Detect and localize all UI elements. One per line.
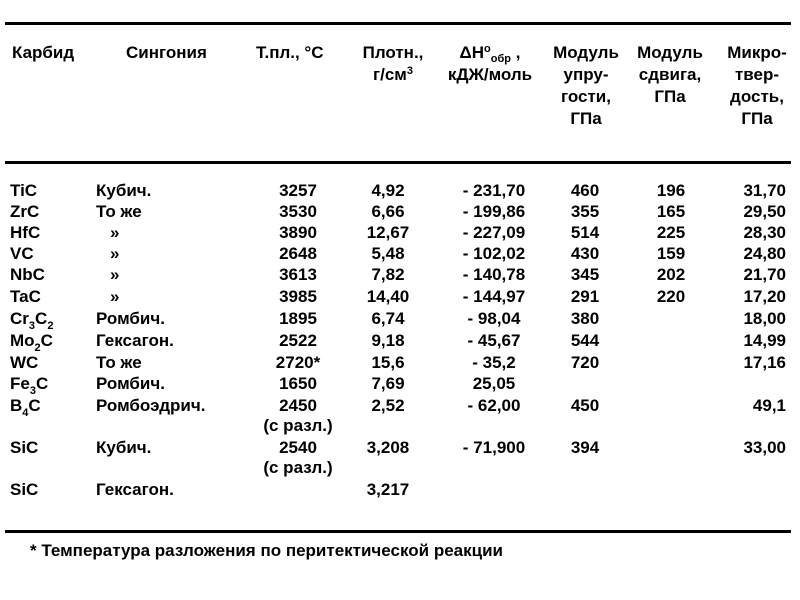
- formula-text: HfC: [10, 223, 41, 242]
- cell-density: 3,208: [366, 438, 410, 457]
- cell-hardness: 31,70: [743, 181, 786, 200]
- header-enthalpy-sup: o: [484, 43, 491, 55]
- cell-formula: [10, 264, 90, 285]
- cell-formula: [10, 201, 90, 222]
- cell-elastic: 380: [570, 309, 600, 328]
- cell-elastic: 460: [570, 181, 600, 200]
- cell-density: 15,6: [371, 353, 405, 372]
- formula-subscript: 2: [34, 342, 41, 354]
- header-hardness-line3: дость,: [730, 87, 784, 106]
- formula-subscript: 3: [29, 385, 36, 397]
- cell-formula: [10, 373, 90, 397]
- header-shear-line1: Модуль: [637, 43, 703, 62]
- cell-melting: 3985: [279, 287, 317, 306]
- cell-shear: 165: [656, 202, 686, 221]
- cell-melting: 2540: [279, 438, 317, 457]
- cell-shear: 159: [656, 244, 686, 263]
- cell-formula: [10, 352, 90, 373]
- cell-density: 12,67: [366, 223, 410, 242]
- cell-melting: 3530: [279, 202, 317, 221]
- cell-formula: [10, 330, 90, 354]
- cell-syngony: »: [110, 244, 120, 263]
- cell-shear: 202: [656, 265, 686, 284]
- cell-elastic: 430: [570, 244, 600, 263]
- cell-enthalpy: - 98,04: [467, 309, 521, 328]
- header-melting: Т.пл., °С: [256, 43, 324, 62]
- formula-text: C: [28, 396, 41, 415]
- cell-melting: 2450: [279, 396, 317, 415]
- cell-formula: [10, 180, 90, 201]
- cell-elastic: 345: [570, 265, 600, 284]
- cell-formula: [10, 243, 90, 264]
- cell-formula: [10, 437, 90, 458]
- cell-density: 9,18: [371, 331, 405, 350]
- header-elastic-line3: гости,: [561, 87, 611, 106]
- header-enthalpy-line1: [438, 42, 542, 64]
- cell-syngony: Гексагон.: [96, 331, 174, 350]
- cell-density: 7,69: [371, 374, 405, 393]
- cell-syngony: Ромбич.: [96, 374, 165, 393]
- header-shear-line3: ГПа: [654, 87, 686, 106]
- header-hardness-line2: твер-: [734, 65, 780, 84]
- cell-formula: [10, 222, 90, 243]
- cell-density: 4,92: [371, 181, 405, 200]
- header-shear: [632, 42, 708, 108]
- header-hardness-line4: ГПа: [741, 109, 773, 128]
- cell-syngony: Ромбич.: [96, 309, 165, 328]
- header-hardness-line1: Микро-: [727, 43, 787, 62]
- cell-syngony: Кубич.: [96, 181, 152, 200]
- cell-elastic: 544: [570, 331, 600, 350]
- formula-text: B: [10, 396, 23, 415]
- header-density-line1: Плотн.,: [362, 43, 424, 62]
- cell-elastic: 514: [570, 223, 600, 242]
- cell-shear: 220: [656, 287, 686, 306]
- cell-formula: [10, 395, 90, 419]
- cell-density: 7,82: [371, 265, 405, 284]
- cell-melting: 2522: [279, 331, 317, 350]
- cell-melting-note: (с разл.): [263, 458, 333, 477]
- header-enthalpy-sub: обр: [490, 53, 511, 65]
- cell-syngony: »: [110, 287, 120, 306]
- cell-syngony: Кубич.: [96, 438, 152, 457]
- cell-enthalpy: 25,05: [472, 374, 516, 393]
- header-enthalpy-symbol: ΔH: [459, 43, 485, 62]
- header-syngony: Сингония: [126, 43, 207, 62]
- cell-density: 2,52: [371, 396, 405, 415]
- header-carbide: Карбид: [12, 43, 75, 62]
- cell-hardness: 17,20: [743, 287, 786, 306]
- cell-enthalpy: - 35,2: [472, 353, 516, 372]
- cell-melting: 3890: [279, 223, 317, 242]
- header-density-line2: [356, 64, 430, 86]
- formula-text: SiC: [10, 480, 39, 499]
- cell-hardness: 49,1: [752, 396, 786, 415]
- cell-shear: 196: [656, 181, 686, 200]
- cell-hardness: 18,00: [743, 309, 786, 328]
- cell-syngony: То же: [96, 353, 142, 372]
- table-bottom-rule: [5, 530, 791, 533]
- formula-text: C: [35, 374, 49, 393]
- cell-hardness: 14,99: [743, 331, 786, 350]
- cell-formula: [10, 286, 90, 307]
- header-density-unit: г/см: [373, 65, 407, 84]
- header-elastic-line4: ГПа: [570, 109, 602, 128]
- cell-density: 6,66: [371, 202, 405, 221]
- cell-density: 6,74: [371, 309, 405, 328]
- cell-formula: [10, 308, 90, 332]
- cell-hardness: 28,30: [743, 223, 786, 242]
- formula-text: C: [35, 309, 48, 328]
- cell-melting: 1650: [279, 374, 317, 393]
- cell-enthalpy: - 227,09: [462, 223, 526, 242]
- cell-density: 14,40: [366, 287, 410, 306]
- cell-melting: 3257: [279, 181, 317, 200]
- cell-hardness: 33,00: [743, 438, 786, 457]
- cell-enthalpy: - 144,97: [462, 287, 526, 306]
- footnote: * Температура разложения по перитектической реакции: [30, 541, 503, 560]
- cell-enthalpy: - 102,02: [462, 244, 526, 263]
- header-enthalpy: [438, 42, 542, 86]
- header-density: [356, 42, 430, 86]
- cell-melting: 1895: [279, 309, 317, 328]
- formula-text: C: [40, 331, 53, 350]
- formula-text: NbC: [10, 265, 45, 284]
- cell-hardness: 29,50: [743, 202, 786, 221]
- formula-subscript: 4: [22, 407, 29, 419]
- header-enthalpy-comma: ,: [511, 43, 521, 62]
- header-enthalpy-line2: кДЖ/моль: [447, 65, 533, 84]
- formula-text: ZrC: [10, 202, 40, 221]
- header-bottom-rule: [5, 161, 791, 164]
- formula-text: Mo: [10, 331, 35, 350]
- formula-text: Cr: [10, 309, 29, 328]
- cell-syngony: »: [110, 223, 120, 242]
- cell-melting: 2648: [279, 244, 317, 263]
- cell-hardness: 17,16: [743, 353, 786, 372]
- cell-elastic: 394: [570, 438, 600, 457]
- cell-melting-note: (с разл.): [263, 416, 333, 435]
- header-elastic: [548, 42, 624, 130]
- table-top-rule: [5, 22, 791, 25]
- formula-text: WC: [10, 353, 39, 372]
- formula-text: TaC: [10, 287, 41, 306]
- formula-text: TiC: [10, 181, 38, 200]
- cell-enthalpy: - 140,78: [462, 265, 526, 284]
- formula-subscript: 3: [28, 320, 36, 332]
- formula-subscript: 2: [47, 320, 54, 332]
- cell-enthalpy: - 199,86: [462, 202, 526, 221]
- cell-formula: [10, 479, 90, 500]
- cell-syngony: »: [110, 265, 120, 284]
- cell-enthalpy: - 71,900: [462, 438, 526, 457]
- cell-hardness: 21,70: [743, 265, 786, 284]
- cell-elastic: 720: [570, 353, 600, 372]
- cell-enthalpy: - 45,67: [467, 331, 521, 350]
- cell-melting: 3613: [279, 265, 317, 284]
- cell-density: 3,217: [366, 480, 410, 499]
- formula-text: Fe: [10, 374, 30, 393]
- cell-enthalpy: - 62,00: [467, 396, 521, 415]
- header-density-sup: 3: [406, 65, 413, 77]
- formula-text: VC: [10, 244, 34, 263]
- header-shear-line2: сдвига,: [638, 65, 702, 84]
- cell-melting: 2720*: [275, 353, 321, 372]
- cell-elastic: 355: [570, 202, 600, 221]
- cell-enthalpy: - 231,70: [462, 181, 526, 200]
- cell-elastic: 291: [570, 287, 600, 306]
- cell-hardness: 24,80: [743, 244, 786, 263]
- cell-density: 5,48: [371, 244, 405, 263]
- header-hardness: [720, 42, 794, 130]
- cell-syngony: Ромбоэдрич.: [96, 396, 206, 415]
- formula-text: SiC: [10, 438, 39, 457]
- cell-elastic: 450: [570, 396, 600, 415]
- cell-shear: 225: [656, 223, 686, 242]
- header-elastic-line1: Модуль: [553, 43, 619, 62]
- cell-syngony: Гексагон.: [96, 480, 174, 499]
- cell-syngony: То же: [96, 202, 142, 221]
- header-elastic-line2: упру-: [563, 65, 609, 84]
